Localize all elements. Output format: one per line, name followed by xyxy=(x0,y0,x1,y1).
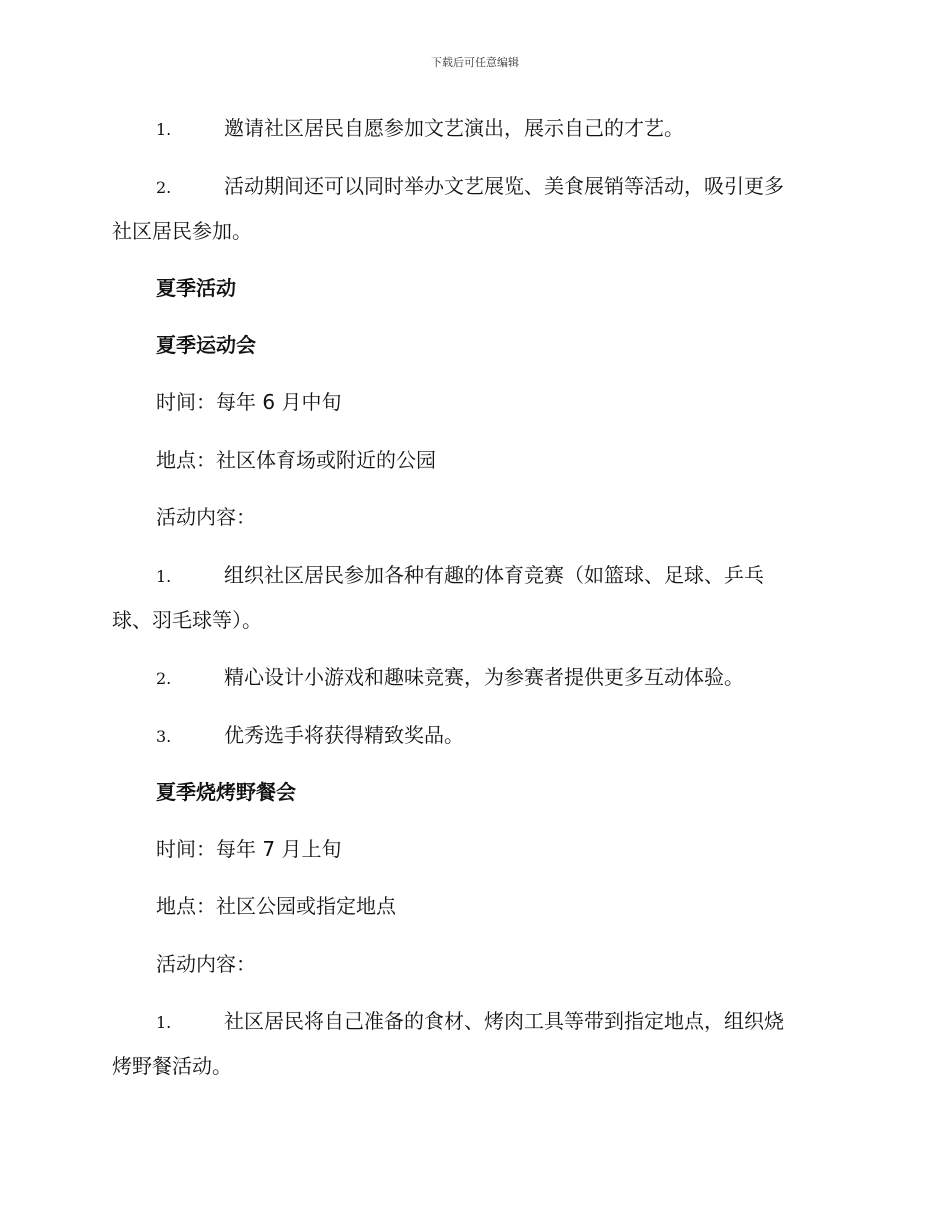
event-place: 地点：社区体育场或附近的公园 xyxy=(156,448,436,472)
list-text-continuation: 球、羽毛球等）。 xyxy=(112,608,262,632)
list-text: 精心设计小游戏和趣味竞赛，为参赛者提供更多互动体验。 xyxy=(224,665,744,689)
section-title: 夏季活动 xyxy=(156,276,236,300)
list-number: 3. xyxy=(156,727,172,746)
event-time: 时间：每年 7 月上旬 xyxy=(156,837,342,861)
list-text: 社区居民将自己准备的食材、烤肉工具等带到指定地点，组织烧 xyxy=(224,1009,784,1033)
list-number: 1. xyxy=(156,120,172,139)
list-text: 活动期间还可以同时举办文艺展览、美食展销等活动，吸引更多 xyxy=(224,174,784,198)
list-text: 邀请社区居民自愿参加文艺演出，展示自己的才艺。 xyxy=(224,116,684,140)
list-text: 优秀选手将获得精致奖品。 xyxy=(224,723,464,747)
event-place: 地点：社区公园或指定地点 xyxy=(156,894,396,918)
event-content-label: 活动内容： xyxy=(156,505,256,529)
event-time: 时间：每年 6 月中旬 xyxy=(156,390,342,414)
list-number: 1. xyxy=(156,567,172,586)
subsection-title: 夏季运动会 xyxy=(156,333,256,357)
list-text-continuation: 烤野餐活动。 xyxy=(112,1054,232,1078)
list-text-continuation: 社区居民参加。 xyxy=(112,219,252,243)
subsection-title: 夏季烧烤野餐会 xyxy=(156,780,296,804)
list-number: 2. xyxy=(156,669,172,688)
list-number: 1. xyxy=(156,1013,172,1032)
page-header: 下载后可任意编辑 xyxy=(431,56,519,69)
list-text: 组织社区居民参加各种有趣的体育竞赛（如篮球、足球、乒乓 xyxy=(224,563,764,587)
event-content-label: 活动内容： xyxy=(156,952,256,976)
list-number: 2. xyxy=(156,178,172,197)
